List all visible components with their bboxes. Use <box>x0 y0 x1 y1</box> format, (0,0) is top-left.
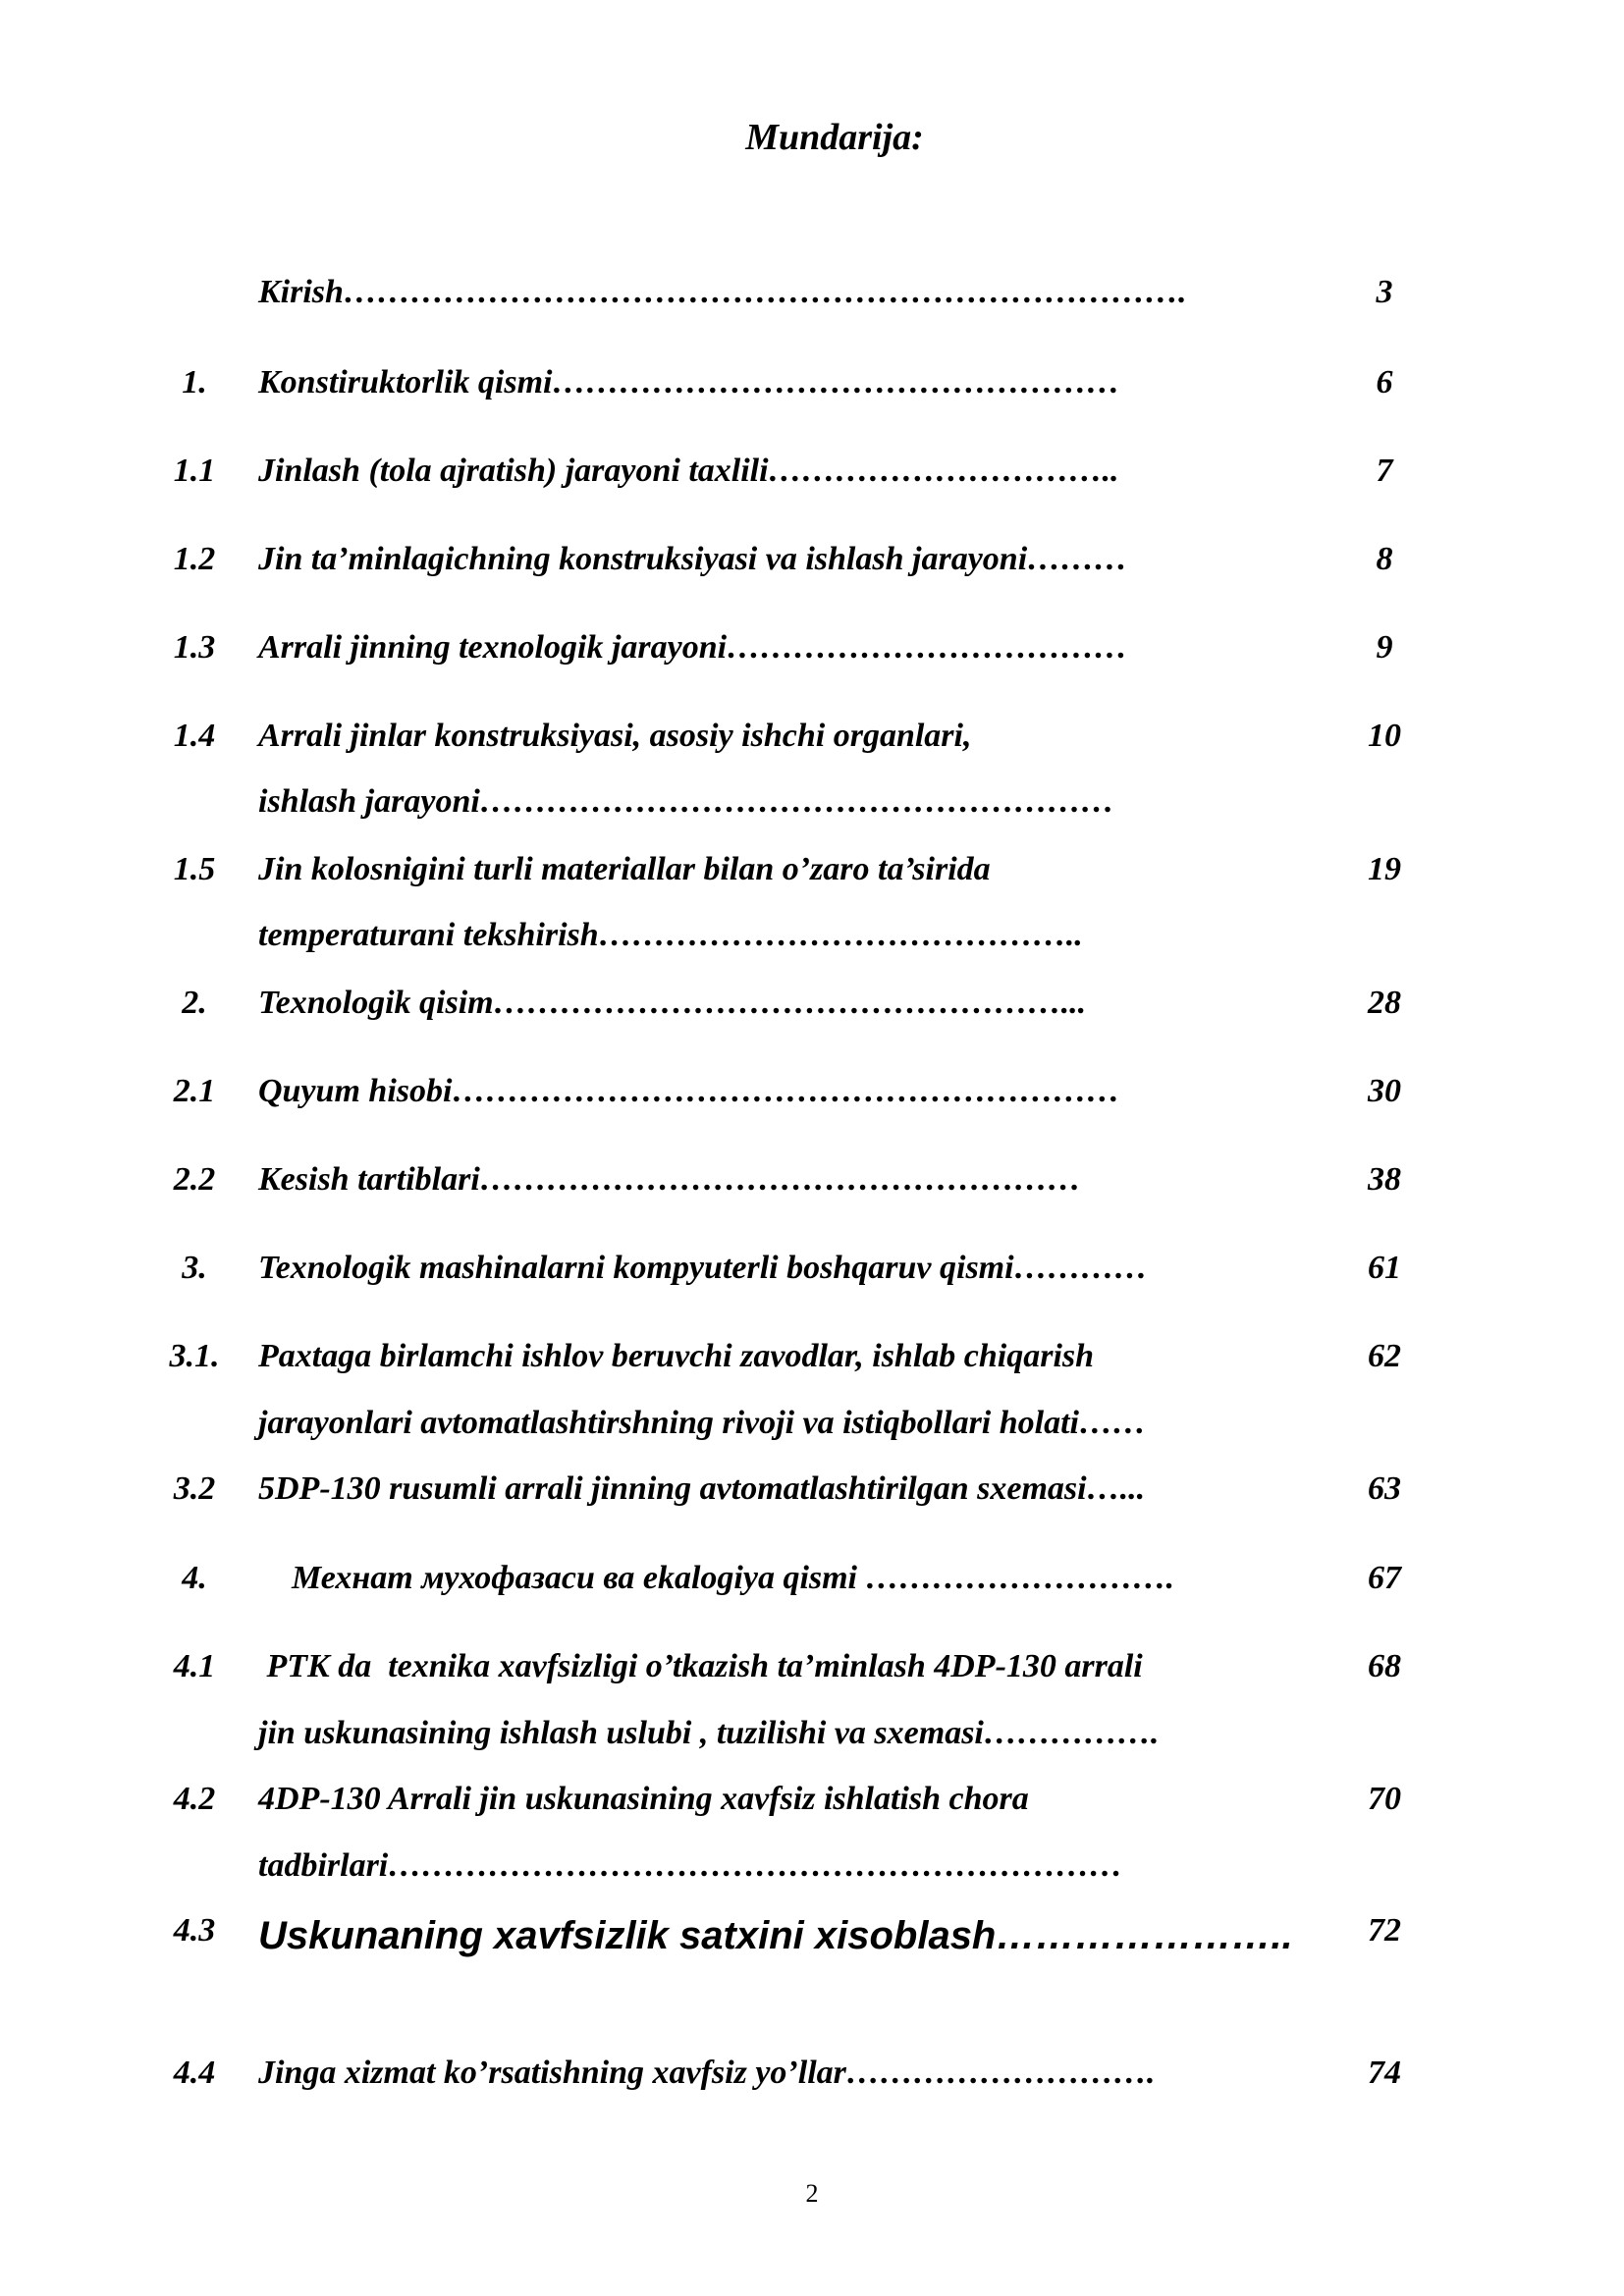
toc-entry-title-continued: tadbirlari………………………………………………………… <box>258 1847 1123 1884</box>
toc-entry-page: 28 <box>1368 985 1401 1021</box>
toc-entry-title: Мехнат мухофазаси ва ekalogiya qismi ………………………. <box>258 1560 1175 1596</box>
toc-entry-number: 3.2 <box>173 1470 216 1507</box>
toc-entry-title: Arrali jinning texnologik jarayoni……………………………… <box>258 629 1128 666</box>
toc-entry-title: Kesish tartiblari……………………………………………… <box>258 1161 1081 1198</box>
toc-entry-title-continued: jin uskunasining ishlash uslubi , tuzilishi va sxemasi……………. <box>258 1715 1160 1751</box>
toc-entry-title-continued: ishlash jarayoni………………………………………………… <box>258 783 1114 820</box>
toc-entry-page: 3 <box>1376 274 1393 310</box>
toc-entry-number: 2.1 <box>173 1073 216 1109</box>
toc-entry-page: 8 <box>1376 541 1393 577</box>
toc-entry-number: 1.2 <box>173 541 216 577</box>
toc-entry-title-continued: temperaturani tekshirish…………………………………….. <box>258 917 1083 953</box>
toc-entry-title: 5DP-130 rusumli arrali jinning avtomatlashtirilgan sxemasi…... <box>258 1470 1146 1507</box>
toc-entry-page: 38 <box>1368 1161 1401 1198</box>
toc-entry-page: 10 <box>1368 718 1401 754</box>
toc-entry-page: 74 <box>1368 2055 1401 2091</box>
page-number-footer: 2 <box>805 2179 819 2208</box>
toc-entry-title: Jinga xizmat ko’rsatishning xavfsiz yo’llar………………………. <box>258 2055 1156 2091</box>
toc-entry-page: 9 <box>1376 629 1393 666</box>
toc-entry-title: 4DP-130 Arrali jin uskunasining xavfsiz ishlatish chora <box>258 1781 1029 1817</box>
toc-entry-title: Paxtaga birlamchi ishlov beruvchi zavodlar, ishlab chiqarish <box>258 1338 1095 1374</box>
toc-title: Mundarija: <box>745 117 924 158</box>
toc-entry-number: 4.2 <box>173 1781 216 1817</box>
toc-entry-number: 2. <box>182 985 207 1021</box>
toc-entry-page: 7 <box>1376 453 1393 489</box>
toc-entry-number: 4.4 <box>173 2055 216 2091</box>
toc-entry-page: 72 <box>1368 1912 1401 1949</box>
toc-entry-number: 4.1 <box>173 1648 216 1684</box>
toc-entry-number: 1.4 <box>173 718 216 754</box>
toc-entry-number: 1.3 <box>173 629 216 666</box>
toc-entry-page: 62 <box>1368 1338 1401 1374</box>
toc-entry-number: 1.5 <box>173 851 216 887</box>
toc-entry-number: 3. <box>182 1250 207 1286</box>
toc-entry-page: 67 <box>1368 1560 1401 1596</box>
toc-entry-title: Kirish…………………………………………………………………. <box>258 274 1187 310</box>
toc-entry-number: 3.1. <box>169 1338 220 1374</box>
toc-entry-number: 1.1 <box>173 453 216 489</box>
toc-entry-page: 68 <box>1368 1648 1401 1684</box>
toc-entry-page: 61 <box>1368 1250 1401 1286</box>
toc-entry-title: Uskunaning xavfsizlik satxini xisoblash………………….. <box>258 1914 1293 1957</box>
toc-entry-number: 4.3 <box>173 1912 216 1949</box>
toc-entry-page: 70 <box>1368 1781 1401 1817</box>
toc-entry-page: 19 <box>1368 851 1401 887</box>
toc-entry-number: 2.2 <box>173 1161 216 1198</box>
toc-entry-title: PTK da texnika xavfsizligi o’tkazish ta’minlash 4DP-130 arrali <box>258 1648 1143 1684</box>
toc-entry-title: Jin kolosnigini turli materiallar bilan o’zaro ta’sirida <box>258 851 991 887</box>
toc-entry-title: Texnologik qisim……………………………………………... <box>258 985 1087 1021</box>
toc-entry-title-continued: jarayonlari avtomatlashtirshning rivoji va istiqbollari holati…… <box>258 1405 1146 1441</box>
toc-entry-title: Jin ta’minlagichning konstruksiyasi va ishlash jarayoni……… <box>258 541 1128 577</box>
toc-entry-title: Texnologik mashinalarni kompyuterli boshqaruv qismi………… <box>258 1250 1148 1286</box>
toc-entry-title: Konstiruktorlik qismi…………………………………………… <box>258 364 1120 400</box>
toc-entry-page: 6 <box>1376 364 1393 400</box>
toc-entry-number: 1. <box>182 364 207 400</box>
toc-entry-number: 4. <box>182 1560 207 1596</box>
toc-entry-title: Quyum hisobi…………………………………………………… <box>258 1073 1120 1109</box>
toc-entry-page: 30 <box>1368 1073 1401 1109</box>
toc-entry-title: Jinlash (tola ajratish) jarayoni taxlili………………………….. <box>258 453 1119 489</box>
toc-entry-page: 63 <box>1368 1470 1401 1507</box>
toc-entry-title: Arrali jinlar konstruksiyasi, asosiy ishchi organlari, <box>258 718 972 754</box>
